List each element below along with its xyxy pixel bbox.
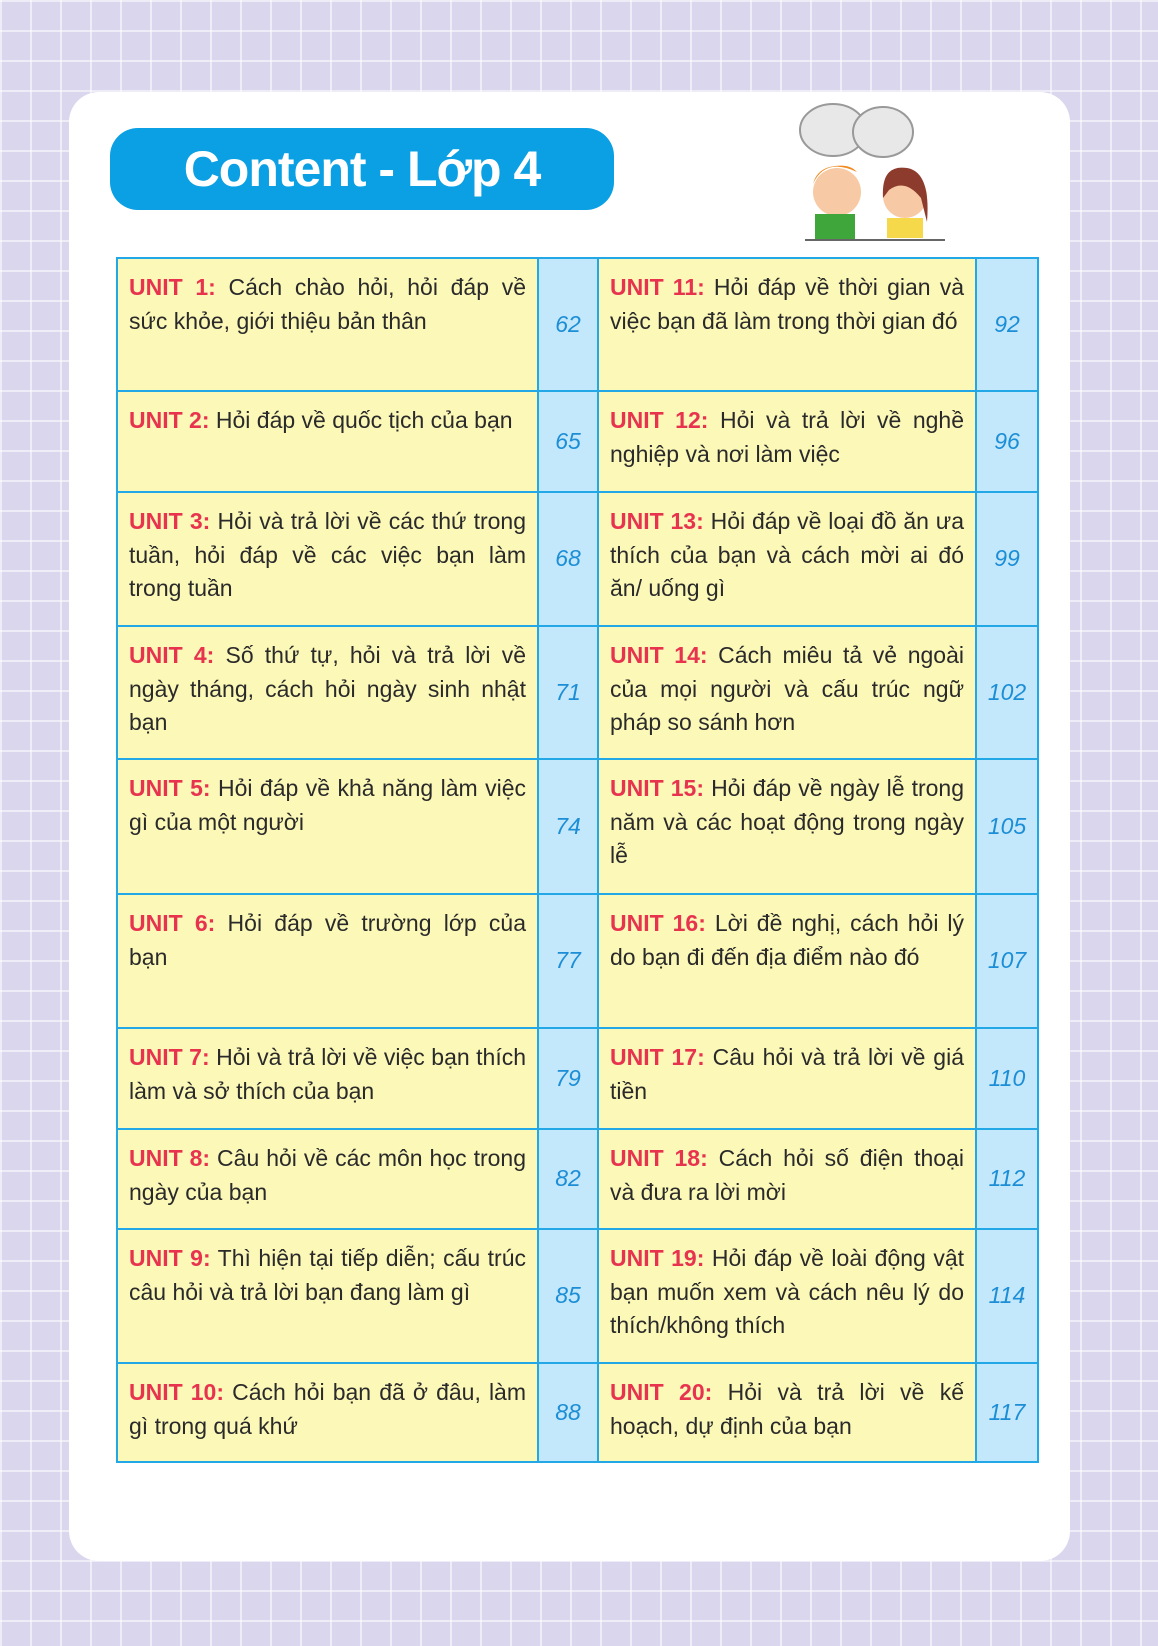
- unit-entry: [117, 1028, 538, 1129]
- unit-entry: [117, 626, 538, 759]
- unit-label: UNIT 3:: [129, 508, 211, 534]
- unit-label: UNIT 15:: [610, 775, 705, 801]
- unit-title: Hỏi đáp về khả năng làm việc gì của một người: [129, 775, 526, 835]
- unit-title: Cách hỏi bạn đã ở đâu, làm gì trong quá khứ: [129, 1379, 527, 1439]
- unit-title: Câu hỏi và trả lời về giá tiền: [610, 1044, 964, 1104]
- unit-title: Câu hỏi về các môn học trong ngày của bạn: [129, 1145, 527, 1205]
- unit-title: Hỏi đáp về ngày lễ trong năm và các hoạt động trong ngày lễ: [610, 775, 965, 868]
- unit-label: UNIT 8:: [129, 1145, 211, 1171]
- unit-title: Số thứ tự, hỏi và trả lời về ngày tháng, cách hỏi ngày sinh nhật bạn: [129, 642, 527, 735]
- unit-entry: [598, 391, 976, 492]
- unit-entry: [117, 1129, 538, 1229]
- page-number: 102: [976, 626, 1038, 759]
- unit-label: UNIT 6:: [129, 910, 216, 936]
- page-number: 99: [976, 492, 1038, 626]
- page-number: 114: [976, 1229, 1038, 1363]
- unit-title: Lời đề nghị, cách hỏi lý do bạn đi đến địa điểm nào đó: [610, 910, 964, 970]
- unit-title: Cách chào hỏi, hỏi đáp về sức khỏe, giới thiệu bản thân: [129, 274, 526, 334]
- unit-entry: [598, 1028, 976, 1129]
- table-row: [117, 1363, 1038, 1462]
- unit-title: Hỏi đáp về loại đồ ăn ưa thích của bạn và cách mời ai đó ăn/ uống gì: [610, 508, 964, 601]
- unit-entry: [598, 1229, 976, 1363]
- page-number: 71: [538, 626, 598, 759]
- page-number: 105: [976, 759, 1038, 894]
- table-row: [117, 626, 1038, 759]
- unit-label: UNIT 20:: [610, 1379, 713, 1405]
- page-number: 112: [976, 1129, 1038, 1229]
- page-number: 65: [538, 391, 598, 492]
- page-number: 82: [538, 1129, 598, 1229]
- page-number: 85: [538, 1229, 598, 1363]
- page-number: 62: [538, 258, 598, 391]
- unit-entry: [598, 759, 976, 894]
- unit-label: UNIT 13:: [610, 508, 704, 534]
- unit-entry: [598, 626, 976, 759]
- unit-title: Hỏi và trả lời về việc bạn thích làm và sở thích của bạn: [129, 1044, 527, 1104]
- page-number: 117: [976, 1363, 1038, 1462]
- table-row: [117, 391, 1038, 492]
- unit-entry: [117, 1363, 538, 1462]
- contents-table: [116, 257, 1039, 1463]
- page-number: 96: [976, 391, 1038, 492]
- page-number: 77: [538, 894, 598, 1028]
- unit-title: Hỏi đáp về loài động vật bạn muốn xem và cách nêu lý do thích/không thích: [610, 1245, 964, 1338]
- page-number: 88: [538, 1363, 598, 1462]
- unit-label: UNIT 1:: [129, 274, 216, 300]
- unit-label: UNIT 12:: [610, 407, 709, 433]
- unit-entry: [117, 258, 538, 391]
- unit-entry: [598, 1363, 976, 1462]
- unit-entry: [598, 258, 976, 391]
- table-row: [117, 492, 1038, 626]
- unit-title: Hỏi và trả lời về các thứ trong tuần, hỏi đáp về các việc bạn làm trong tuần: [129, 508, 527, 601]
- unit-label: UNIT 4:: [129, 642, 215, 668]
- unit-entry: [117, 759, 538, 894]
- unit-title: Cách miêu tả vẻ ngoài của mọi người và cấu trúc ngữ pháp so sánh hơn: [610, 642, 965, 735]
- unit-label: UNIT 11:: [610, 274, 705, 300]
- unit-label: UNIT 18:: [610, 1145, 708, 1171]
- kids-talking-illustration: [795, 102, 955, 252]
- unit-label: UNIT 17:: [610, 1044, 705, 1070]
- unit-entry: [598, 894, 976, 1028]
- unit-title: Hỏi đáp về thời gian và việc bạn đã làm trong thời gian đó: [610, 274, 964, 334]
- unit-label: UNIT 7:: [129, 1044, 210, 1070]
- table-row: [117, 759, 1038, 894]
- table-row: [117, 1229, 1038, 1363]
- unit-entry: [117, 894, 538, 1028]
- table-row: [117, 894, 1038, 1028]
- page-number: 74: [538, 759, 598, 894]
- unit-title: Thì hiện tại tiếp diễn; cấu trúc câu hỏi và trả lời bạn đang làm gì: [129, 1245, 526, 1305]
- page-number: 110: [976, 1028, 1038, 1129]
- unit-entry: [117, 492, 538, 626]
- page-number: 107: [976, 894, 1038, 1028]
- unit-label: UNIT 19:: [610, 1245, 705, 1271]
- page-number: 79: [538, 1028, 598, 1129]
- unit-label: UNIT 14:: [610, 642, 708, 668]
- unit-entry: [117, 391, 538, 492]
- unit-entry: [598, 1129, 976, 1229]
- table-row: [117, 258, 1038, 391]
- unit-label: UNIT 9:: [129, 1245, 211, 1271]
- table-row: [117, 1129, 1038, 1229]
- unit-title: Hỏi đáp về quốc tịch của bạn: [209, 407, 513, 433]
- page-number: 68: [538, 492, 598, 626]
- unit-entry: [598, 492, 976, 626]
- unit-title: Hỏi và trả lời về kế hoạch, dự định của bạn: [610, 1379, 965, 1439]
- table-row: [117, 1028, 1038, 1129]
- unit-label: UNIT 10:: [129, 1379, 225, 1405]
- unit-title: Cách hỏi số điện thoại và đưa ra lời mời: [610, 1145, 964, 1205]
- unit-title: Hỏi đáp về trường lớp của bạn: [129, 910, 526, 970]
- page-title: Content - Lớp 4: [110, 128, 614, 210]
- unit-title: Hỏi và trả lời về nghề nghiệp và nơi làm việc: [610, 407, 964, 467]
- unit-label: UNIT 2:: [129, 407, 210, 433]
- unit-entry: [117, 1229, 538, 1363]
- unit-label: UNIT 16:: [610, 910, 706, 936]
- unit-label: UNIT 5:: [129, 775, 211, 801]
- page-number: 92: [976, 258, 1038, 391]
